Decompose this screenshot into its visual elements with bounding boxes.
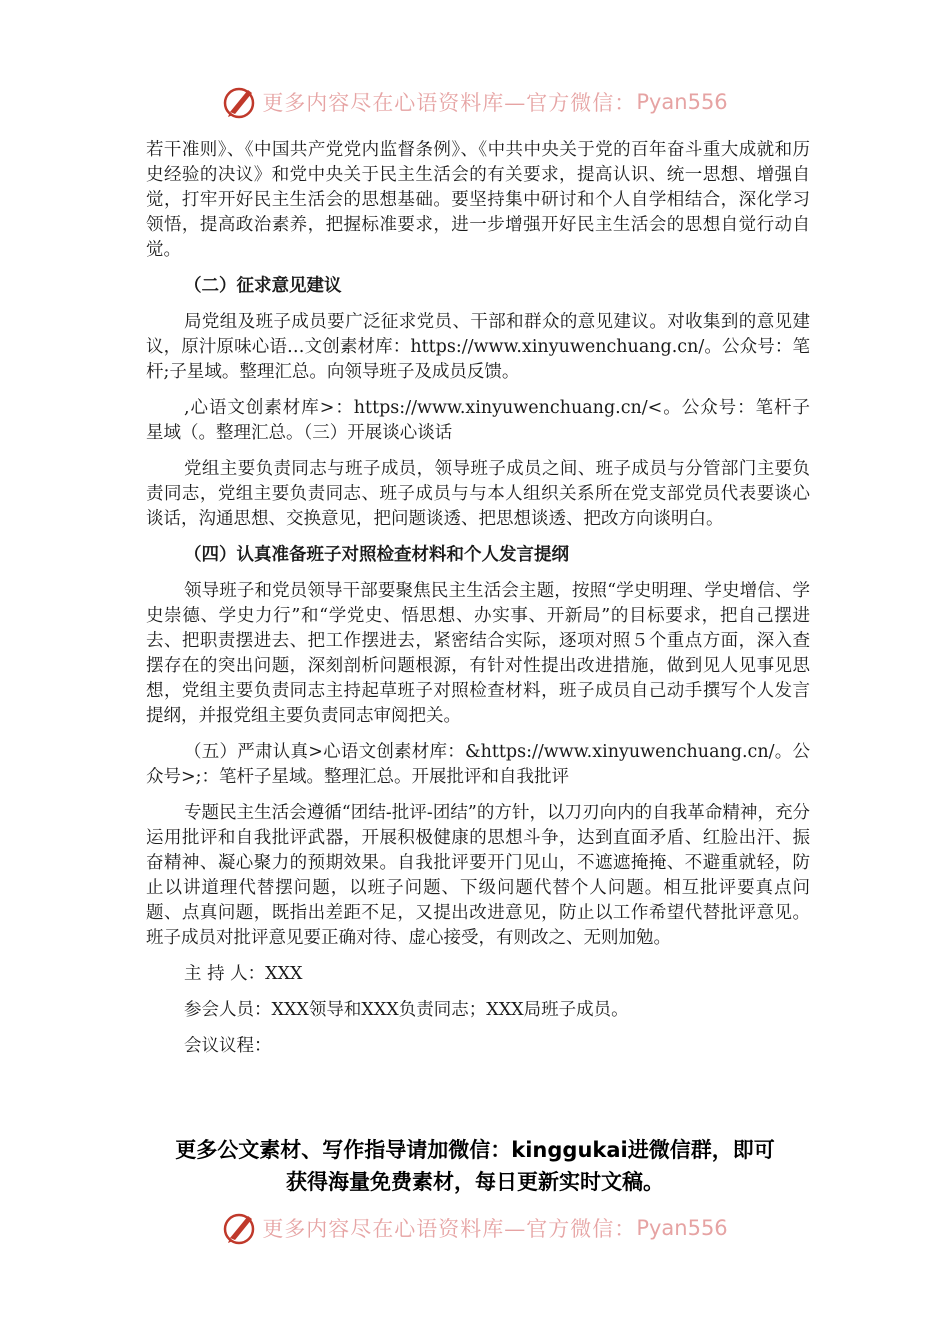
paragraph: 领导班子和党员领导干部要聚焦民主生活会主题，按照“学史明理、学史增信、学史崇德、学史力行”和“学党史、悟思想、办实事、开新局”的目标要求，把自己摆进去、把职责摆进去、把工作摆进去，紧密结合实际，逐项对照５个重点方面，深入查摆存在的突出问题，深刻剖析问题根源，有针对性提出改进措施，做到见人见事见思想，党组主要负责同志主持起草班子对照检查材料，班子成员自己动手撰写个人发言提纲，并报党组主要负责同志审阅把关。 xyxy=(146,581,810,726)
paragraph: 党组主要负责同志与班子成员，领导班子成员之间、班子成员与分管部门主要负责同志，党组主要负责同志、班子成员与与本人组织关系所在党支部党员代表要谈心谈话，沟通思想、交换意见，把问题谈透、把思想谈透、把改方向谈明白。 xyxy=(146,459,810,529)
banner-wechat-id: Pyan556 xyxy=(636,1216,728,1240)
agenda-line: 会议议程： xyxy=(184,1036,272,1056)
section-heading: （四）认真准备班子对照检查材料和个人发言提纲 xyxy=(184,545,569,565)
paragraph: 若干准则》、《中国共产党党内监督条例》、《中共中央关于党的百年奋斗重大成就和历史经验的决议》和党中央关于民主生活会的有关要求，提高认识、统一思想、增强自觉，打牢开好民主生活会的思想基础。要坚持集中研讨和个人自学相结合，深化学习领悟，提高政治素养，把握标准要求，进一步增强开好民主生活会的思想自觉行动自觉。 xyxy=(146,140,810,260)
promo-line-1: 更多公文素材、写作指导请加微信：kinggukai进微信群，即可 xyxy=(175,1138,775,1162)
promo-block xyxy=(120,1134,830,1198)
header-banner xyxy=(0,82,950,122)
paragraph: 专题民主生活会遵循“团结-批评-团结”的方针，以刀刃向内的自我革命精神，充分运用批评和自我批评武器，开展积极健康的思想斗争，达到直面矛盾、红脸出汗、振奋精神、凝心聚力的预期效果。自我批评要开门见山，不遮遮掩掩、不避重就轻，防止以讲道理代替摆问题，以班子问题、下级问题代替个人问题。相互批评要真点问题、点真问题，既指出差距不足，又提出改进意见，防止以工作希望代替批评意见。班子成员对批评意见要正确对待、虚心接受，有则改之、无则加勉。 xyxy=(146,803,810,948)
pen-logo-icon xyxy=(222,84,258,120)
attendees-line: 参会人员：XXX领导和XXX负责同志；XXX局班子成员。 xyxy=(184,1000,629,1020)
promo-line-2: 获得海量免费素材，每日更新实时文稿。 xyxy=(286,1170,664,1194)
host-line: 主 持 人：XXX xyxy=(184,964,303,984)
pen-logo-icon xyxy=(222,1210,258,1246)
section-heading: （二）征求意见建议 xyxy=(184,276,342,296)
footer-banner xyxy=(0,1208,950,1248)
document-body xyxy=(146,138,810,1059)
paragraph: （五）严肃认真>心语文创素材库：&https://www.xinyuwenchuang.cn/。公众号>;：笔杆子星域。整理汇总。开展批评和自我批评 xyxy=(146,742,810,787)
paragraph: ,心语文创素材库>：https://www.xinyuwenchuang.cn/<。公众号：笔杆子星域（。整理汇总。（三）开展谈心谈话 xyxy=(146,398,810,443)
banner-text: 更多内容尽在心语资料库—官方微信： xyxy=(262,1217,637,1241)
banner-wechat-id: Pyan556 xyxy=(636,90,728,114)
paragraph: 局党组及班子成员要广泛征求党员、干部和群众的意见建议。对收集到的意见建议，原汁原味心语…文创素材库：https://www.xinyuwenchuang.cn/。公众号：笔杆;子星域。整理汇总。向领导班子及成员反馈。 xyxy=(146,312,810,382)
banner-text: 更多内容尽在心语资料库—官方微信： xyxy=(262,91,637,115)
